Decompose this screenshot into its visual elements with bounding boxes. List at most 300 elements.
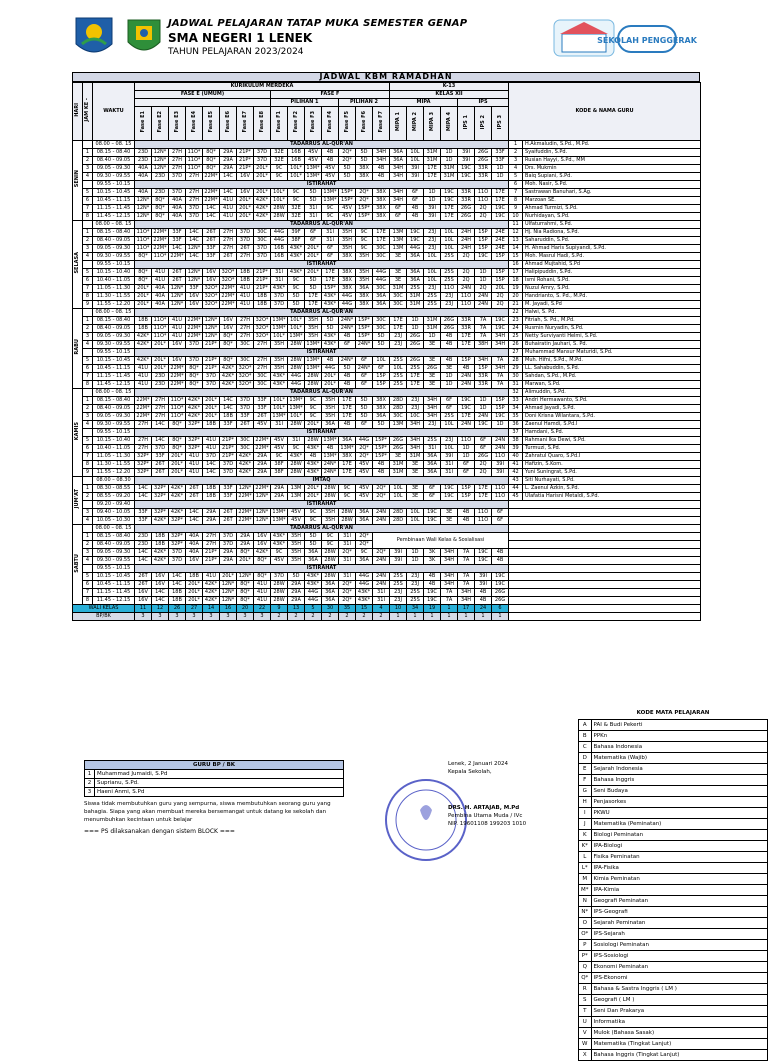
schedule-cell: 14C bbox=[203, 469, 220, 477]
wali-kelas-code: 14 bbox=[203, 605, 220, 613]
mapel-code: U bbox=[579, 1016, 592, 1027]
schedule-cell: 37D bbox=[203, 373, 220, 381]
bp-bk-code: 3 bbox=[237, 613, 254, 621]
waktu: 10.15 - 10.45 bbox=[93, 573, 135, 581]
schedule-cell: 9C bbox=[305, 413, 322, 421]
schedule-cell: 4B bbox=[475, 589, 492, 597]
schedule-cell: 43K* bbox=[288, 245, 305, 253]
class-column-header: Fase F5 bbox=[339, 107, 356, 141]
schedule-cell: 12N* bbox=[220, 581, 237, 589]
schedule-cell: 40A bbox=[186, 533, 203, 541]
guru-name: Drs. Mukmin bbox=[523, 165, 701, 173]
schedule-cell: 45V bbox=[339, 213, 356, 221]
schedule-cell: 17E bbox=[339, 397, 356, 405]
schedule-cell: 42K* bbox=[237, 453, 254, 461]
schedule-cell: 23D bbox=[135, 533, 152, 541]
schedule-cell: 1D bbox=[458, 445, 475, 453]
schedule-cell: 20L* bbox=[254, 173, 271, 181]
class-column-header: Fase E1 bbox=[135, 107, 152, 141]
jam-ke: 5 bbox=[83, 269, 93, 277]
schedule-cell: 2Q* bbox=[373, 493, 390, 501]
principal-name: DRS. H. ARTAJAB, M.Pd bbox=[448, 805, 520, 811]
bp-bk-code: 3 bbox=[152, 613, 169, 621]
schedule-cell: 45V bbox=[356, 469, 373, 477]
mapel-name: Bahasa Inggris bbox=[591, 774, 768, 785]
schedule-cell: 32O* bbox=[237, 365, 254, 373]
class-column-header: Fase E2 bbox=[152, 107, 169, 141]
schedule-cell: 10L bbox=[424, 253, 441, 261]
schedule-cell: 25S bbox=[441, 413, 458, 421]
schedule-cell: 27H bbox=[152, 405, 169, 413]
schedule-cell: 31I bbox=[305, 205, 322, 213]
break-band: TADARRUS AL-QUR'AN bbox=[135, 141, 509, 149]
schedule-cell: 31I bbox=[305, 213, 322, 221]
schedule-cell: 20L* bbox=[305, 493, 322, 501]
empty-cell bbox=[509, 541, 701, 549]
schedule-cell: 16V bbox=[135, 597, 152, 605]
schedule-cell: 13M* bbox=[323, 197, 337, 203]
schedule-cell: 17E bbox=[458, 333, 475, 341]
wali-kelas-code: 19 bbox=[424, 605, 441, 613]
guru-code: 33 bbox=[509, 397, 523, 405]
schedule-row bbox=[73, 317, 701, 325]
schedule-cell: 7A bbox=[458, 557, 475, 565]
schedule-row bbox=[73, 517, 701, 525]
schedule-cell: 18B bbox=[254, 301, 271, 309]
schedule-cell: 1D bbox=[492, 165, 509, 173]
waktu: 11.15 - 11.45 bbox=[93, 373, 135, 381]
schedule-cell: 14C bbox=[135, 557, 152, 565]
schedule-cell: 21P* bbox=[220, 445, 237, 453]
guru-name: Hj. Nia Radiona, S.Pd. bbox=[523, 229, 701, 237]
schedule-cell: 33F bbox=[492, 157, 509, 165]
fase-f-header: FASE F bbox=[271, 91, 390, 99]
guru-code: 7 bbox=[509, 189, 523, 197]
schedule-cell: 32P* bbox=[135, 461, 152, 469]
schedule-cell: 13M bbox=[390, 245, 407, 253]
schedule-cell: 26G bbox=[475, 453, 492, 461]
schedule-cell: 27H bbox=[220, 229, 237, 237]
schedule-cell: 22M* bbox=[221, 301, 235, 307]
jam-ke: 6 bbox=[83, 197, 93, 205]
schedule-cell: 37D bbox=[169, 189, 186, 197]
guru-name: Muhammad Mansur Maturidi, S.Pd. bbox=[523, 349, 701, 357]
schedule-cell: 16V bbox=[203, 269, 220, 277]
schedule-cell: 31M bbox=[407, 301, 424, 309]
schedule-cell: 8Q* bbox=[237, 589, 254, 597]
schedule-row bbox=[73, 477, 701, 485]
schedule-cell: 4B bbox=[458, 517, 475, 525]
jam-ke: 5 bbox=[83, 437, 93, 445]
schedule-cell: 15P* bbox=[356, 213, 373, 221]
schedule-cell: 32O* bbox=[203, 301, 220, 309]
guru-name: Rahmani Ika Dewi, S.Pd. bbox=[523, 437, 701, 445]
day-label: SENIN bbox=[73, 141, 83, 221]
schedule-cell: 34H bbox=[475, 357, 492, 365]
schedule-cell: 30C bbox=[254, 373, 271, 381]
schedule-cell: 19C bbox=[424, 589, 441, 597]
schedule-cell: 34H bbox=[407, 437, 424, 445]
waktu-header: WAKTU bbox=[93, 83, 135, 141]
schedule-cell: 5D bbox=[356, 413, 373, 421]
schedule-cell: 29A bbox=[220, 165, 237, 173]
schedule-cell: 9C bbox=[356, 245, 373, 253]
schedule-cell: 24N bbox=[373, 509, 390, 517]
schedule-cell: 33R bbox=[475, 173, 492, 181]
schedule-cell: 18B bbox=[135, 325, 152, 333]
badge-text: SEKOLAH PENGGERAK bbox=[597, 36, 697, 45]
empty-cell bbox=[509, 597, 701, 605]
signature-block bbox=[380, 760, 570, 890]
waktu: 08.15 - 08.40 bbox=[93, 229, 135, 237]
schedule-cell: 12N* bbox=[169, 301, 186, 309]
schedule-cell: 36A bbox=[322, 589, 339, 597]
schedule-cell: 6F bbox=[305, 229, 322, 237]
schedule-cell: 27H bbox=[220, 245, 237, 253]
waktu: 11.45 - 12.15 bbox=[93, 381, 135, 389]
schedule-cell: 29A bbox=[288, 581, 305, 589]
schedule-cell: 22M* bbox=[136, 405, 150, 411]
schedule-cell: 35H bbox=[322, 517, 339, 525]
schedule-cell: 43K* bbox=[288, 253, 305, 261]
schedule-cell: 33R bbox=[458, 197, 475, 205]
schedule-cell: 21P* bbox=[254, 269, 271, 277]
schedule-cell: 8Q* bbox=[220, 333, 237, 341]
schedule-cell: 9C bbox=[322, 533, 339, 541]
schedule-cell: 42K* bbox=[237, 461, 254, 469]
bp-bk-code: 2 bbox=[373, 613, 390, 621]
waktu: 09.05 - 09.30 bbox=[93, 165, 135, 173]
schedule-cell: 4B bbox=[424, 581, 441, 589]
schedule-cell: 4B bbox=[458, 509, 475, 517]
schedule-cell: 39I bbox=[390, 557, 407, 565]
waktu: 10.45 - 11.15 bbox=[93, 197, 135, 205]
kode-nama-guru-header: KODE & NAMA GURU bbox=[509, 83, 701, 141]
schedule-cell: 36A bbox=[424, 469, 441, 477]
guru-code: 38 bbox=[509, 437, 523, 445]
schedule-cell: 14C bbox=[186, 237, 203, 245]
schedule-cell: 16V bbox=[203, 277, 220, 285]
wali-kelas-code: 22 bbox=[254, 605, 271, 613]
jam-ke: 3 bbox=[83, 245, 93, 253]
schedule-cell: 26T bbox=[220, 509, 237, 517]
guru-name: Baiq Supiani, S.Pd. bbox=[523, 173, 701, 181]
schedule-cell: 7A bbox=[475, 325, 492, 333]
schedule-cell: 14C bbox=[152, 421, 169, 429]
schedule-cell: 11O bbox=[492, 485, 509, 493]
schedule-cell: 5D bbox=[305, 277, 322, 285]
jam-ke bbox=[83, 261, 93, 269]
schedule-cell: 42K* bbox=[203, 589, 220, 597]
schedule-cell: 27H bbox=[135, 437, 152, 445]
schedule-cell: 37D bbox=[237, 397, 254, 405]
mapel-name: Fisika Peminatan bbox=[591, 851, 768, 862]
schedule-cell: 5D bbox=[373, 421, 390, 429]
schedule-cell: 23J bbox=[390, 333, 407, 341]
schedule-cell: 44G bbox=[305, 597, 322, 605]
schedule-cell: 28W bbox=[271, 205, 288, 213]
break-band: ISTIRAHAT bbox=[135, 565, 509, 573]
jam-ke: 4 bbox=[83, 253, 93, 261]
schedule-cell: 35H bbox=[305, 317, 322, 325]
guru-name: Marzoan SE. bbox=[523, 197, 701, 205]
mapel-code: S bbox=[579, 994, 592, 1005]
waktu: 10.15 - 10.40 bbox=[93, 269, 135, 277]
wali-kelas-code: 11 bbox=[135, 605, 152, 613]
schedule-cell: 4B bbox=[441, 341, 458, 349]
schedule-cell: 37D bbox=[186, 205, 203, 213]
waktu: 10.15 - 10.45 bbox=[93, 357, 135, 365]
waktu: 09.20 - 09.40 bbox=[93, 501, 135, 509]
day-label: SELASA bbox=[73, 221, 83, 309]
schedule-cell: 29A bbox=[271, 485, 288, 493]
schedule-cell: 32P* bbox=[135, 469, 152, 477]
schedule-cell: 38X bbox=[373, 397, 390, 405]
schedule-cell: 24N* bbox=[356, 341, 373, 349]
bp-bk-code: 1 bbox=[407, 613, 424, 621]
guru-name: Fitriah, S. Pd., M.Pd. bbox=[523, 317, 701, 325]
schedule-cell: 29A bbox=[271, 493, 288, 501]
schedule-title: JADWAL PELAJARAN TATAP MUKA SEMESTER GENAP bbox=[168, 18, 468, 29]
break-band: TADARRUS AL-QUR'AN bbox=[135, 309, 509, 317]
schedule-cell: 37D bbox=[169, 549, 186, 557]
schedule-cell: 33F bbox=[220, 485, 237, 493]
schedule-cell: 17E bbox=[407, 373, 424, 381]
schedule-cell: 28W bbox=[305, 437, 322, 445]
schedule-cell: 20L* bbox=[305, 421, 322, 429]
schedule-cell: 43K* bbox=[271, 285, 288, 293]
guru-name: Sastrawan Banuhari, S.Ag. bbox=[523, 189, 701, 197]
schedule-cell: 32P* bbox=[169, 533, 186, 541]
schedule-cell: 13M* bbox=[272, 509, 286, 515]
schedule-cell: 36A bbox=[407, 253, 424, 261]
schedule-cell: 25S bbox=[441, 277, 458, 285]
empty-cell bbox=[509, 565, 701, 573]
schedule-cell: 38X bbox=[339, 269, 356, 277]
class-column-header: Fase F1 bbox=[271, 107, 288, 141]
schedule-cell: 2Q* bbox=[339, 157, 356, 165]
schedule-cell: 24N bbox=[475, 301, 492, 309]
guru-code: 19 bbox=[509, 285, 523, 293]
schedule-cell: 29A bbox=[254, 453, 271, 461]
guru-code: 5 bbox=[509, 173, 523, 181]
schedule-cell: 34H bbox=[458, 589, 475, 597]
schedule-cell: 15P* bbox=[373, 437, 390, 445]
schedule-cell: 39F bbox=[288, 229, 305, 237]
mapel-code: F bbox=[579, 774, 592, 785]
schedule-cell: 35H bbox=[288, 541, 305, 549]
schedule-cell: 8Q* bbox=[203, 149, 220, 157]
schedule-cell: 6F bbox=[458, 469, 475, 477]
schedule-cell: 31I bbox=[271, 277, 288, 285]
schedule-cell: 36A bbox=[407, 277, 424, 285]
schedule-cell: 45V bbox=[339, 205, 356, 213]
schedule-cell: 38X bbox=[356, 301, 373, 309]
schedule-row bbox=[73, 461, 701, 469]
schedule-cell: 13M* bbox=[306, 341, 320, 347]
schedule-cell: 28W bbox=[271, 213, 288, 221]
mapel-code: L bbox=[579, 851, 592, 862]
schedule-cell: 4B bbox=[475, 597, 492, 605]
schedule-cell: 20L* bbox=[152, 365, 169, 373]
schedule-cell: 25S bbox=[424, 437, 441, 445]
jam-ke: 2 bbox=[83, 237, 93, 245]
schedule-cell: 22M* bbox=[153, 229, 167, 235]
schedule-cell: 11O* bbox=[152, 333, 169, 341]
schedule-cell: 34H bbox=[390, 197, 407, 205]
schedule-row bbox=[73, 429, 701, 437]
break-band: ISTIRAHAT bbox=[135, 261, 509, 269]
mapel-code: P* bbox=[579, 950, 592, 961]
schedule-cell: 10L* bbox=[288, 173, 305, 181]
schedule-cell: 33F bbox=[237, 413, 254, 421]
schedule-cell: 3E bbox=[390, 277, 407, 285]
schedule-cell: 14C bbox=[135, 493, 152, 501]
schedule-cell: 8Q* bbox=[254, 557, 271, 565]
schedule-cell: 40A bbox=[186, 549, 203, 557]
schedule-cell: 17E bbox=[339, 461, 356, 469]
guru-code: 41 bbox=[509, 461, 523, 469]
bp-bk-code: 2 bbox=[356, 613, 373, 621]
schedule-cell: 45V bbox=[254, 421, 271, 429]
schedule-cell: 21P* bbox=[237, 165, 254, 173]
schedule-cell: 42K* bbox=[254, 197, 271, 205]
schedule-cell: 13M* bbox=[306, 173, 320, 179]
mapel-name: Sosiologi Peminatan bbox=[591, 939, 768, 950]
page-header bbox=[0, 0, 768, 70]
schedule-cell: 7A bbox=[492, 357, 509, 365]
schedule-cell: 27H bbox=[237, 253, 254, 261]
k13-header: K-13 bbox=[390, 83, 509, 91]
schedule-cell: 4B bbox=[339, 333, 356, 341]
schedule-cell: 42K* bbox=[220, 365, 237, 373]
mapel-code: L* bbox=[579, 862, 592, 873]
schedule-cell: 35H bbox=[271, 365, 288, 373]
schedule-cell: 17E bbox=[339, 405, 356, 413]
schedule-cell: 17E bbox=[322, 269, 339, 277]
schedule-cell: 1D bbox=[424, 197, 441, 205]
schedule-cell: 38X bbox=[356, 173, 373, 181]
schedule-cell: 42K* bbox=[254, 213, 271, 221]
schedule-cell: 24N bbox=[458, 421, 475, 429]
schedule-row bbox=[73, 245, 701, 253]
schedule-cell: 19C bbox=[424, 509, 441, 517]
schedule-cell: 12N* bbox=[203, 333, 220, 341]
schedule-cell: 42K* bbox=[135, 341, 152, 349]
bp-bk-code: 3 bbox=[254, 613, 271, 621]
mapel-name: Geografi Peminatan bbox=[591, 895, 768, 906]
schedule-cell: 19C bbox=[441, 189, 458, 197]
schedule-cell: 4B bbox=[492, 549, 509, 557]
schedule-row bbox=[73, 293, 701, 301]
schedule-cell: 34H bbox=[390, 173, 407, 181]
schedule-row bbox=[73, 165, 701, 173]
schedule-cell: 40A bbox=[135, 173, 152, 181]
schedule-cell: 23J bbox=[407, 397, 424, 405]
schedule-cell: 38X bbox=[339, 453, 356, 461]
schedule-cell: 31M bbox=[441, 165, 458, 173]
schedule-cell: 23D bbox=[152, 173, 169, 181]
schedule-cell: 31M bbox=[390, 285, 407, 293]
schedule-cell: 26T bbox=[135, 573, 152, 581]
mapel-code: K* bbox=[579, 840, 592, 851]
guru-name: Ahmad Jayadi, S.Pd. bbox=[523, 405, 701, 413]
schedule-cell: 10L bbox=[441, 421, 458, 429]
jam-ke: 4 bbox=[83, 173, 93, 181]
schedule-cell: 26T bbox=[237, 245, 254, 253]
schedule-cell: 19C bbox=[475, 557, 492, 565]
break-band: ISTIRAHAT bbox=[135, 181, 509, 189]
wali-kelas-code: 24 bbox=[475, 605, 492, 613]
schedule-cell: 17E bbox=[424, 173, 441, 181]
schedule-cell: 38H bbox=[475, 341, 492, 349]
schedule-cell: 34H bbox=[373, 149, 390, 157]
waktu: 08.40 - 09.05 bbox=[93, 541, 135, 549]
jam-ke bbox=[83, 565, 93, 573]
schedule-cell: 3E bbox=[424, 373, 441, 381]
schedule-cell: 15P* bbox=[356, 325, 373, 333]
wali-kelas-code: 1 bbox=[441, 605, 458, 613]
empty-cell bbox=[509, 525, 701, 533]
schedule-cell: 44G bbox=[305, 589, 322, 597]
schedule-cell: 10L bbox=[441, 245, 458, 253]
schedule-cell: 16V bbox=[254, 541, 271, 549]
schedule-cell: 26G bbox=[458, 205, 475, 213]
schedule-cell: 32O* bbox=[220, 269, 237, 277]
schedule-cell: 3E bbox=[441, 509, 458, 517]
schedule-cell: 28W bbox=[288, 365, 305, 373]
schedule-row bbox=[73, 333, 701, 341]
bp-bk-code: 2 bbox=[288, 613, 305, 621]
schedule-cell: 8Q* bbox=[186, 373, 203, 381]
schedule-cell: 32P* bbox=[169, 517, 186, 525]
schedule-cell: 16V bbox=[220, 317, 237, 325]
schedule-cell: 38X bbox=[339, 277, 356, 285]
schedule-cell: 36A bbox=[356, 509, 373, 517]
schedule-cell: 37D bbox=[186, 213, 203, 221]
schedule-cell: 16B bbox=[288, 149, 305, 157]
schedule-cell: 17E bbox=[373, 229, 390, 237]
guru-code: 9 bbox=[509, 205, 523, 213]
schedule-cell: 13M* bbox=[289, 397, 303, 403]
schedule-cell: 14C bbox=[186, 229, 203, 237]
schedule-cell: 2Q* bbox=[373, 549, 390, 557]
schedule-cell: 4B bbox=[373, 165, 390, 173]
schedule-cell: 12N* bbox=[186, 245, 203, 253]
schedule-row bbox=[73, 301, 701, 309]
schedule-cell: 32E bbox=[271, 149, 288, 157]
schedule-cell: 10L bbox=[407, 157, 424, 165]
schedule-row bbox=[73, 237, 701, 245]
schedule-cell: 35H bbox=[288, 533, 305, 541]
schedule-cell: 41U bbox=[237, 285, 254, 293]
schedule-cell: 4B bbox=[458, 365, 475, 373]
schedule-row bbox=[73, 261, 701, 269]
schedule-cell: 20L* bbox=[169, 461, 186, 469]
guru-name: Nurhidayan, S.Pd. bbox=[523, 213, 701, 221]
schedule-cell: 31I bbox=[373, 589, 390, 597]
schedule-cell: 34H bbox=[424, 413, 441, 421]
schedule-cell: 1D bbox=[441, 149, 458, 157]
jam-ke: 7 bbox=[83, 589, 93, 597]
waktu: 08.00 – 08. 15 bbox=[93, 221, 135, 229]
schedule-cell: 13M* bbox=[323, 453, 337, 459]
schedule-cell: 40A bbox=[186, 541, 203, 549]
schedule-cell: 10L bbox=[373, 357, 390, 365]
schedule-cell: 34H bbox=[492, 333, 509, 341]
schedule-row bbox=[73, 149, 701, 157]
break-band: ISTIRAHAT bbox=[135, 501, 509, 509]
